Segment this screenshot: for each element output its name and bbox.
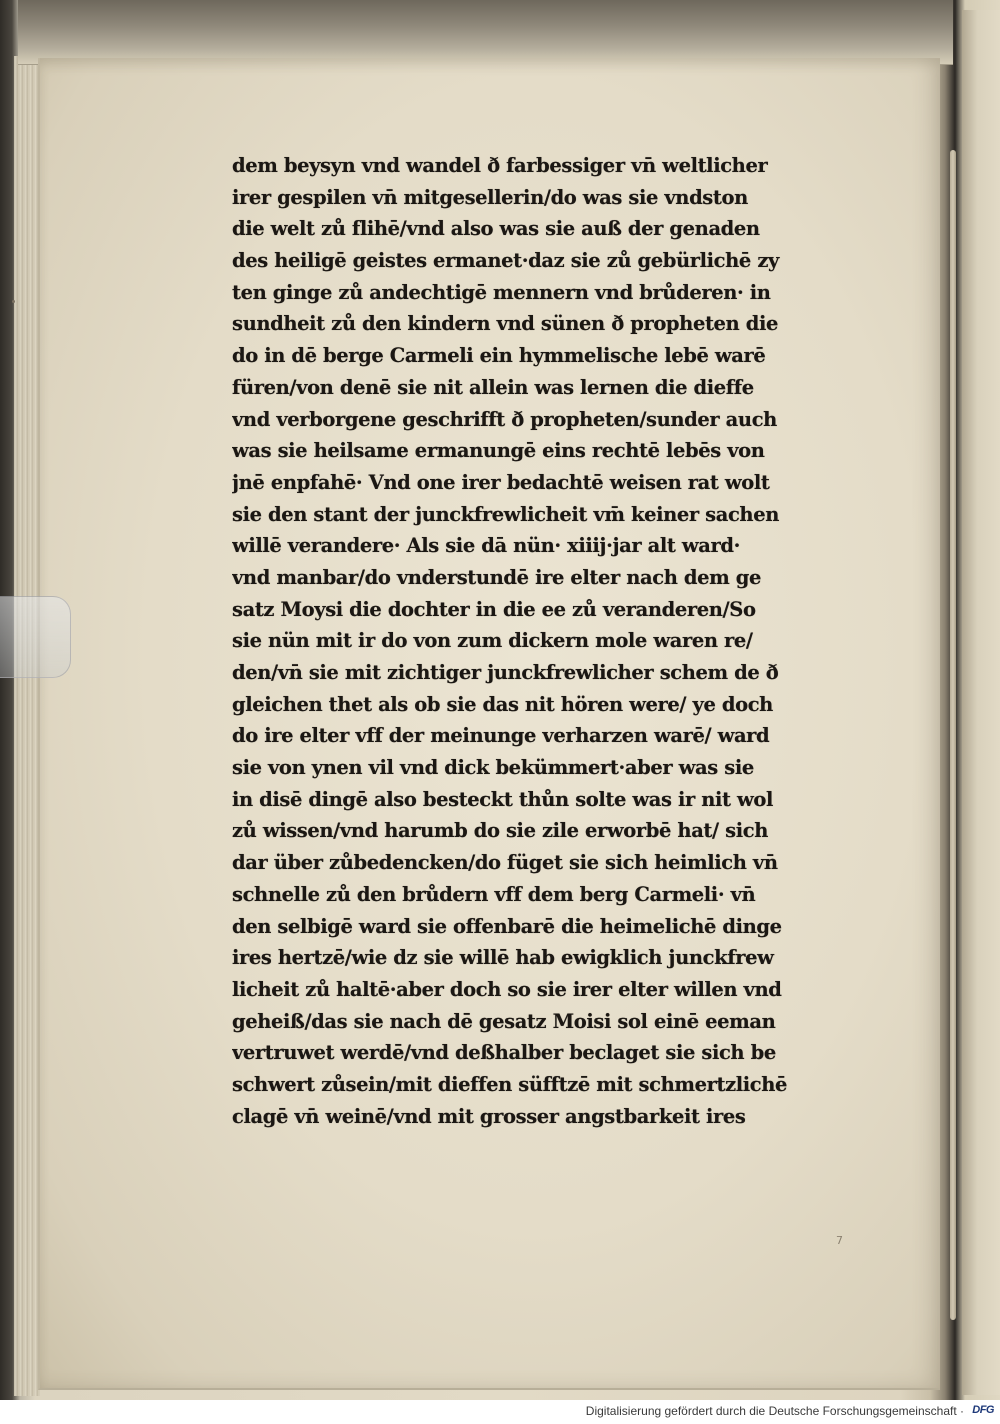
- text-line: füren/von denē sie nit allein was lernen die dieffe: [232, 375, 754, 399]
- text-line: dar über zůbedencken/do füget sie sich heimlich vn̄: [232, 851, 778, 875]
- text-line: die welt zů flihē/vnd also was sie auß der genaden: [232, 217, 760, 241]
- text-line: licheit zů haltē·aber doch so sie irer elter willen vnd: [232, 977, 782, 1001]
- digitization-footer: [0, 1400, 1000, 1424]
- text-line: sie von ynen vil vnd dick bekümmert·aber was sie: [232, 756, 754, 780]
- funding-credit: Digitalisierung gefördert durch die Deutsche Forschungsgemeinschaft ·: [585, 1404, 964, 1418]
- text-line: sie nün mit ir do von zum dickern mole waren re/: [232, 629, 753, 653]
- text-line: ires hertzē/wie dz sie willē hab ewigklich junckfrew: [232, 946, 774, 970]
- text-line: geheiß/das sie nach dē gesatz Moisi sol einē eeman: [232, 1009, 776, 1033]
- text-line: schnelle zů den brůdern vff dem berg Carmeli· vn̄: [232, 882, 756, 906]
- text-line: zů wissen/vnd harumb do sie zile erworbē hat/ sich: [232, 819, 768, 843]
- text-line: gleichen thet als ob sie das nit hören were/ ye doch: [232, 692, 773, 716]
- text-line: sundheit zů den kindern vnd sünen ð propheten die: [232, 312, 778, 336]
- margin-dot: [12, 300, 15, 303]
- facing-page-edge: [962, 10, 1000, 1395]
- page-stack-edge: [14, 56, 40, 1396]
- text-line: vnd verborgene geschrifft ð propheten/sunder auch: [232, 407, 777, 431]
- text-line: jnē enpfahē· Vnd one irer bedachtē weisen rat wolt: [232, 470, 770, 494]
- text-line: irer gespilen vn̄ mitgesellerin/do was sie vndston: [232, 185, 748, 209]
- binding-top-edge: [18, 0, 953, 65]
- text-line: vertruwet werdē/vnd deßhalber beclaget sie sich be: [232, 1041, 776, 1065]
- text-line: den/vn̄ sie mit zichtiger junckfrewlicher schem de ð: [232, 661, 779, 684]
- text-line: den selbigē ward sie offenbarē die heimelichē dinge: [232, 914, 782, 938]
- text-line: do ire elter vff der meinunge verharzen warē/ ward: [232, 724, 770, 748]
- page-mark: 7: [836, 1234, 843, 1247]
- text-line: was sie heilsame ermanungē eins rechtē lebēs von: [232, 439, 765, 463]
- page-clip: [0, 596, 71, 678]
- blackletter-text-block: [232, 150, 860, 1132]
- dfg-logo: DFG: [972, 1404, 994, 1416]
- text-line: in disē dingē also besteckt thůn solte was ir nit wol: [232, 787, 774, 811]
- text-line: ten ginge zů andechtigē mennern vnd brůderen· in: [232, 280, 771, 304]
- text-line: sie den stant der junckfrewlicheit vm̄ keiner sachen: [232, 502, 779, 526]
- text-line: do in dē berge Carmeli ein hymmelische lebē warē: [232, 344, 766, 368]
- text-line: dem beysyn vnd wandel ð farbessiger vn̄ weltlicher: [232, 154, 768, 177]
- text-line: vnd manbar/do vnderstundē ire elter nach dem ge: [232, 565, 761, 589]
- text-line: satz Moysi die dochter in die ee zů veranderen/So: [232, 597, 756, 621]
- text-line: schwert zůsein/mit dieffen süfftzē mit schmertzlichē: [232, 1072, 788, 1096]
- gutter-fold: [950, 150, 956, 1320]
- text-line: clagē vn̄ weinē/vnd mit grosser angstbarkeit ires: [232, 1104, 746, 1128]
- text-line: willē verandere· Als sie dā nün· xiiij·jar alt ward·: [232, 534, 740, 558]
- text-line: des heiligē geistes ermanet·daz sie zů gebürlichē zy: [232, 249, 779, 273]
